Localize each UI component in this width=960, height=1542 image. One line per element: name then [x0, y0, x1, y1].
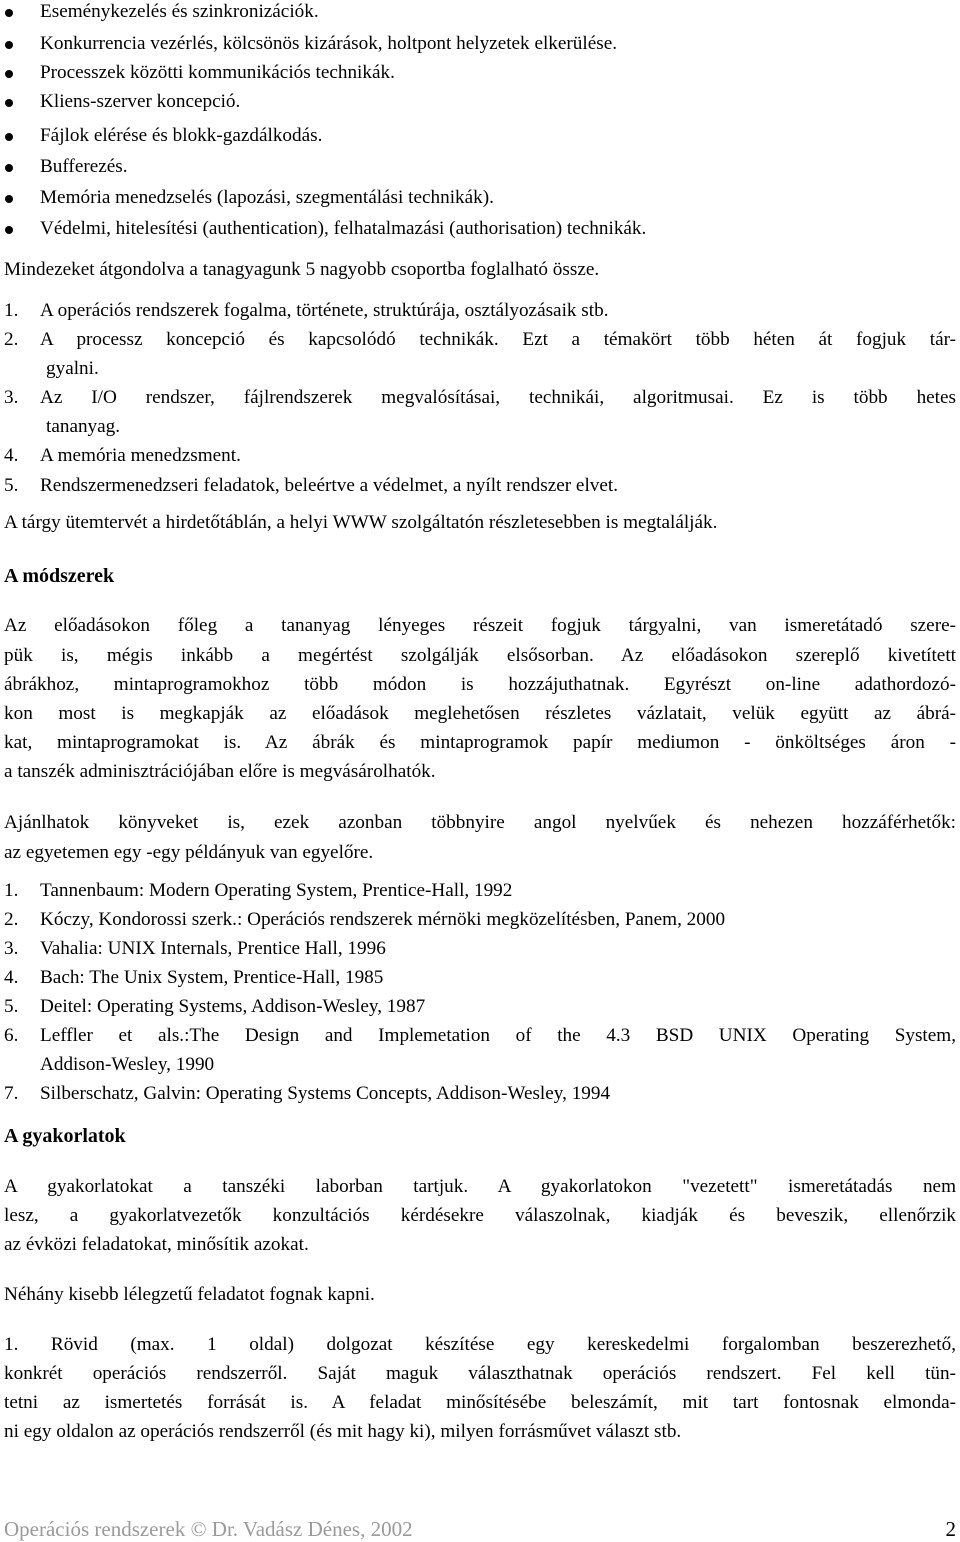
- group-number: 2.: [4, 329, 19, 350]
- topic-item: Processzek közötti kommunikációs technikák.: [40, 62, 395, 84]
- methods-paragraph-line: Az előadásokon főleg a tananyag lényeges részeit fogjuk tárgyalni, van ismeretátadó szere-: [4, 615, 956, 636]
- book-number: 7.: [4, 1083, 19, 1104]
- book-entry: Deitel: Operating Systems, Addison-Wesley, 1987: [40, 996, 426, 1017]
- bullet-icon: [5, 195, 13, 203]
- section-heading-methods: A módszerek: [4, 565, 115, 587]
- topic-item: Konkurrencia vezérlés, kölcsönös kizárások, holtpont helyzetek elkerülése.: [40, 33, 617, 55]
- methods-paragraph-line: kon most is megkapják az előadások meglehetősen részletes vázlatait, velük együtt az ábrá-: [4, 703, 956, 724]
- book-entry: Addison-Wesley, 1990: [40, 1054, 215, 1075]
- topic-item: Fájlok elérése és blokk-gazdálkodás.: [40, 125, 322, 147]
- practice-paragraph-line: A gyakorlatokat a tanszéki laborban tartjuk. A gyakorlatokon "vezetett" ismeretátadás nem: [4, 1176, 956, 1197]
- group-text: tananyag.: [46, 416, 121, 437]
- topic-item: Memória menedzselés (lapozási, szegmentálási technikák).: [40, 187, 494, 209]
- topic-item: Bufferezés.: [40, 156, 128, 178]
- books-intro-line: Ajánlhatok könyveket is, ezek azonban többnyire angol nyelvűek és nehezen hozzáférhetők:: [4, 812, 956, 833]
- bullet-icon: [5, 164, 13, 172]
- bullet-icon: [5, 41, 13, 49]
- methods-paragraph-line: pük is, mégis inkább a megértést szolgálják elsősorban. Az előadásokon szereplő kivetített: [4, 645, 956, 666]
- group-text: Az I/O rendszer, fájlrendszerek megvalósításai, technikái, algoritmusai. Ez is több hetes: [40, 387, 956, 408]
- book-entry: Vahalia: UNIX Internals, Prentice Hall, 1996: [40, 938, 386, 959]
- methods-paragraph-line: ábrákhoz, mintaprogramokhoz több módon is hozzájuthatnak. Egyrészt on-line adathordozó-: [4, 674, 956, 695]
- practice-paragraph-line: az évközi feladatokat, minősítik azokat.: [4, 1234, 309, 1255]
- bullet-icon: [5, 70, 13, 78]
- book-number: 2.: [4, 909, 19, 930]
- book-number: 3.: [4, 938, 19, 959]
- group-text: A processz koncepció és kapcsolódó technikák. Ezt a témakört több héten át fogjuk tár-: [40, 329, 956, 350]
- methods-paragraph-line: a tanszék adminisztrációjában előre is megvásárolhatók.: [4, 761, 436, 782]
- topic-item: Eseménykezelés és szinkronizációk.: [40, 1, 319, 23]
- bullet-icon: [5, 133, 13, 141]
- book-entry: Tannenbaum: Modern Operating System, Prentice-Hall, 1992: [40, 880, 513, 901]
- group-number: 4.: [4, 445, 19, 466]
- book-entry: Silberschatz, Galvin: Operating Systems Concepts, Addison-Wesley, 1994: [40, 1083, 611, 1104]
- bullet-icon: [5, 226, 13, 234]
- book-entry: Bach: The Unix System, Prentice-Hall, 1985: [40, 967, 384, 988]
- footer-credit: Operációs rendszerek © Dr. Vadász Dénes, 2002: [4, 1517, 413, 1541]
- book-number: 4.: [4, 967, 19, 988]
- book-number: 5.: [4, 996, 19, 1017]
- summary-intro: Mindezeket átgondolva a tanagyagunk 5 nagyobb csoportba foglalható össze.: [4, 259, 600, 280]
- books-intro-line: az egyetemen egy -egy példányuk van egyelőre.: [4, 842, 374, 863]
- group-text: A memória menedzsment.: [40, 445, 241, 466]
- topic-item: Védelmi, hitelesítési (authentication), felhatalmazási (authorisation) technikák.: [40, 218, 646, 240]
- bullet-icon: [5, 9, 13, 17]
- book-entry: Kóczy, Kondorossi szerk.: Operációs rendszerek mérnöki megközelítésben, Panem, 2000: [40, 909, 726, 930]
- group-text: A operációs rendszerek fogalma, története, struktúrája, osztályozásaik stb.: [40, 300, 609, 321]
- task-line: ni egy oldalon az operációs rendszerről (és mit hagy ki), milyen forrásművet választ stb.: [4, 1421, 682, 1442]
- bullet-icon: [5, 99, 13, 107]
- group-number: 1.: [4, 300, 19, 321]
- group-text: gyalni.: [46, 358, 99, 379]
- methods-paragraph-line: kat, mintaprogramokat is. Az ábrák és mintaprogramok papír mediumon - önköltséges áron -: [4, 732, 956, 753]
- page-number: 2: [945, 1517, 956, 1541]
- task-line: 1. Rövid (max. 1 oldal) dolgozat készítése egy kereskedelmi forgalomban beszerezhető,: [4, 1334, 956, 1355]
- practice-paragraph-line: lesz, a gyakorlatvezetők konzultációs kérdésekre válaszolnak, kiadják és beveszik, ellenőrzik: [4, 1205, 956, 1226]
- group-number: 5.: [4, 475, 19, 496]
- topic-item: Kliens-szerver koncepció.: [40, 91, 240, 113]
- section-heading-practice: A gyakorlatok: [4, 1125, 126, 1147]
- book-number: 1.: [4, 880, 19, 901]
- task-line: tetni az ismertetés forrását is. A feladat minősítésébe beleszámít, mit tart fontosnak elmonda-: [4, 1392, 956, 1413]
- group-number: 3.: [4, 387, 19, 408]
- book-number: 6.: [4, 1025, 19, 1046]
- book-entry: Leffler et als.:The Design and Implemetation of the 4.3 BSD UNIX Operating System,: [40, 1025, 956, 1046]
- group-text: Rendszermenedzseri feladatok, beleértve a védelmet, a nyílt rendszer elvet.: [40, 475, 619, 496]
- task-line: konkrét operációs rendszerről. Saját maguk választhatnak operációs rendszert. Fel kell tün-: [4, 1363, 956, 1384]
- schedule-note: A tárgy ütemtervét a hirdetőtáblán, a helyi WWW szolgáltatón részletesebben is megtalálják.: [4, 512, 718, 533]
- small-tasks-intro: Néhány kisebb lélegzetű feladatot fognak kapni.: [4, 1284, 375, 1305]
